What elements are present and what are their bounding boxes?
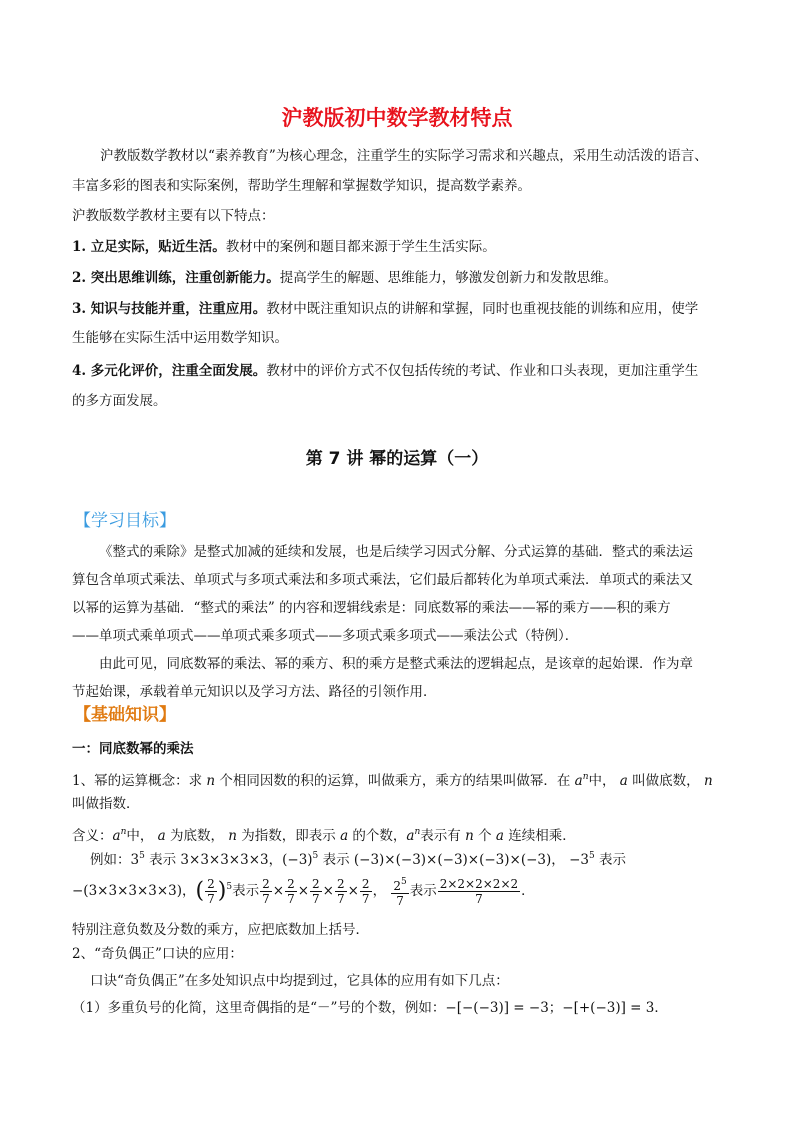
example-6: 表示: [409, 883, 437, 899]
example-3: 表示: [599, 852, 627, 868]
feature-1: [72, 237, 496, 257]
concept-text-c: 中，: [588, 773, 616, 789]
goals-line-3: 以幂的运算为基础．“整式的乘法” 的内容和逻辑线索是：同底数幂的乘法——幂的乘方——积的乘方: [72, 600, 671, 616]
meaning-text-e: 的个数，: [352, 828, 407, 844]
concept-text-a: 1、幂的运算概念：求: [72, 773, 203, 789]
meaning-text-f: 表示有: [420, 828, 461, 844]
goals-line-6: 节起始课，承载着单元知识以及学习方法、路径的引领作用．: [72, 684, 437, 700]
feature-2-text: 提高学生的解题、思维能力，够激发创新力和发散思维。: [279, 270, 618, 286]
meaning-line: 含义：$a^n$中， a 为底数， n 为指数，即表示 a 的个数，$a^n$表示有 n 个 a 连续相乘．: [72, 827, 576, 844]
concept-line: 1、幂的运算概念：求 n 个相同因数的积的运算，叫做乘方，乘方的结果叫做幂．在 $a^n$中， a 叫做底数， n: [72, 772, 713, 789]
goals-line-4: ——单项式乘单项式——单项式乘多项式——多项式乘多项式——乘法公式（特例）．: [72, 628, 579, 644]
example-4: −(3×3×3×3×3)，: [72, 883, 196, 899]
intro-line-2: 丰富多彩的图表和实际案例，帮助学生理解和掌握数学知识，提高数学素养。: [72, 178, 531, 194]
item1-example-1: −[−(−3)] = −3: [445, 1000, 549, 1016]
meaning-text-a: 含义：: [72, 828, 113, 844]
feature-4: [72, 361, 698, 381]
subheading-same-base: 一：同底数幂的乘法: [72, 741, 194, 757]
section-heading-goals: 【学习目标】: [74, 511, 176, 531]
intro-line-3: 沪教版数学教材主要有以下特点：: [72, 208, 275, 224]
item1-separator: ；: [548, 1000, 563, 1016]
example-5: 表示: [232, 883, 260, 899]
feature-2: [72, 268, 617, 288]
item1-text: （1）多重负号的化简，这里奇偶指的是“－”号的个数，例如：: [72, 1000, 446, 1016]
concept-text-d: 叫做底数，: [632, 773, 700, 789]
concept-text-b: 个相同因数的积的运算，叫做乘方，乘方的结果叫做幂．在: [219, 773, 571, 789]
feature-4-cont: 的多方面发展。: [72, 393, 167, 409]
concept-line-2: 叫做指数．: [72, 796, 140, 812]
meaning-text-d: 为指数，即表示: [241, 828, 336, 844]
goals-line-2: 算包含单项式乘法、单项式与多项式乘法和多项式乘法，它们最后都转化为单项式乘法．单项式的乘法又: [72, 572, 693, 588]
meaning-text-h: 连续相乘．: [508, 828, 576, 844]
feature-3: [72, 299, 698, 319]
feature-3-text: 教材中既注重知识点的讲解和掌握，同时也重视技能的训练和应用，使学: [266, 301, 699, 317]
meaning-text-b: 中，: [126, 828, 154, 844]
feature-3-cont: 生能够在实际生活中运用数学知识。: [72, 330, 288, 346]
example-label: 例如：: [90, 852, 131, 868]
example-line-2: −(3×3×3×3×3)，( $\frac{2}{7}$ )$^5$表示 $\frac{2}{7}$ × $\frac{2}{7}$ × $\frac{2}{7}$ × $\frac{2}{7}$ × $\frac{2}{7}$ ， $\frac{2^5}{7}$ 表示 $\frac{2\times 2\times 2\times 2\times 2}{7}$ ．: [72, 877, 535, 908]
goals-line-5: 由此可见，同底数幂的乘法、幂的乘方、积的乘方是整式乘法的逻辑起点，是该章的起始课．作为章: [99, 656, 693, 672]
example-line-1: 例如：$3^5$ 表示 3×3×3×3×3，$(-3)^5$ 表示 (−3)×(−3)×(−3)×(−3)×(−3)， $-3^5$ 表示: [90, 851, 627, 868]
lesson-title: 第 7 讲 幂的运算（一）: [305, 449, 489, 469]
example-1: 表示 3×3×3×3×3，: [149, 852, 283, 868]
feature-2-lead: 2. 突出思维训练，注重创新能力。: [72, 270, 280, 286]
odd-even-item-1: [72, 998, 668, 1018]
feature-1-lead: 1. 立足实际，贴近生活。: [72, 239, 226, 255]
example-2: 表示 (−3)×(−3)×(−3)×(−3)×(−3)，: [322, 852, 565, 868]
meaning-text-g: 个: [478, 828, 492, 844]
subheading-odd-even: 2、“奇负偶正”口诀的应用：: [72, 946, 243, 962]
feature-4-lead: 4. 多元化评价，注重全面发展。: [72, 363, 267, 379]
section-heading-basics: 【基础知识】: [74, 705, 176, 725]
item1-end: ．: [654, 1000, 668, 1016]
note-line: 特别注意负数及分数的乘方，应把底数加上括号．: [72, 922, 369, 938]
odd-even-intro: 口诀“奇负偶正”在多处知识点中均提到过，它具体的应用有如下几点：: [90, 973, 509, 989]
feature-1-text: 教材中的案例和题目都来源于学生生活实际。: [225, 239, 496, 255]
page-title: 沪教版初中数学教材特点: [281, 106, 513, 130]
intro-line-1: 沪教版数学教材以“素养教育”为核心理念，注重学生的实际学习需求和兴趣点，采用生动活泼的语言、: [100, 148, 708, 164]
feature-3-lead: 3. 知识与技能并重，注重应用。: [72, 301, 267, 317]
meaning-text-c: 为底数，: [170, 828, 224, 844]
feature-4-text: 教材中的评价方式不仅包括传统的考试、作业和口头表现，更加注重学生: [266, 363, 699, 379]
item1-example-2: −[+(−3)] = 3: [562, 1000, 655, 1016]
goals-line-1: 《整式的乘除》是整式加减的延续和发展，也是后续学习因式分解、分式运算的基础．整式的乘法运: [99, 544, 693, 560]
